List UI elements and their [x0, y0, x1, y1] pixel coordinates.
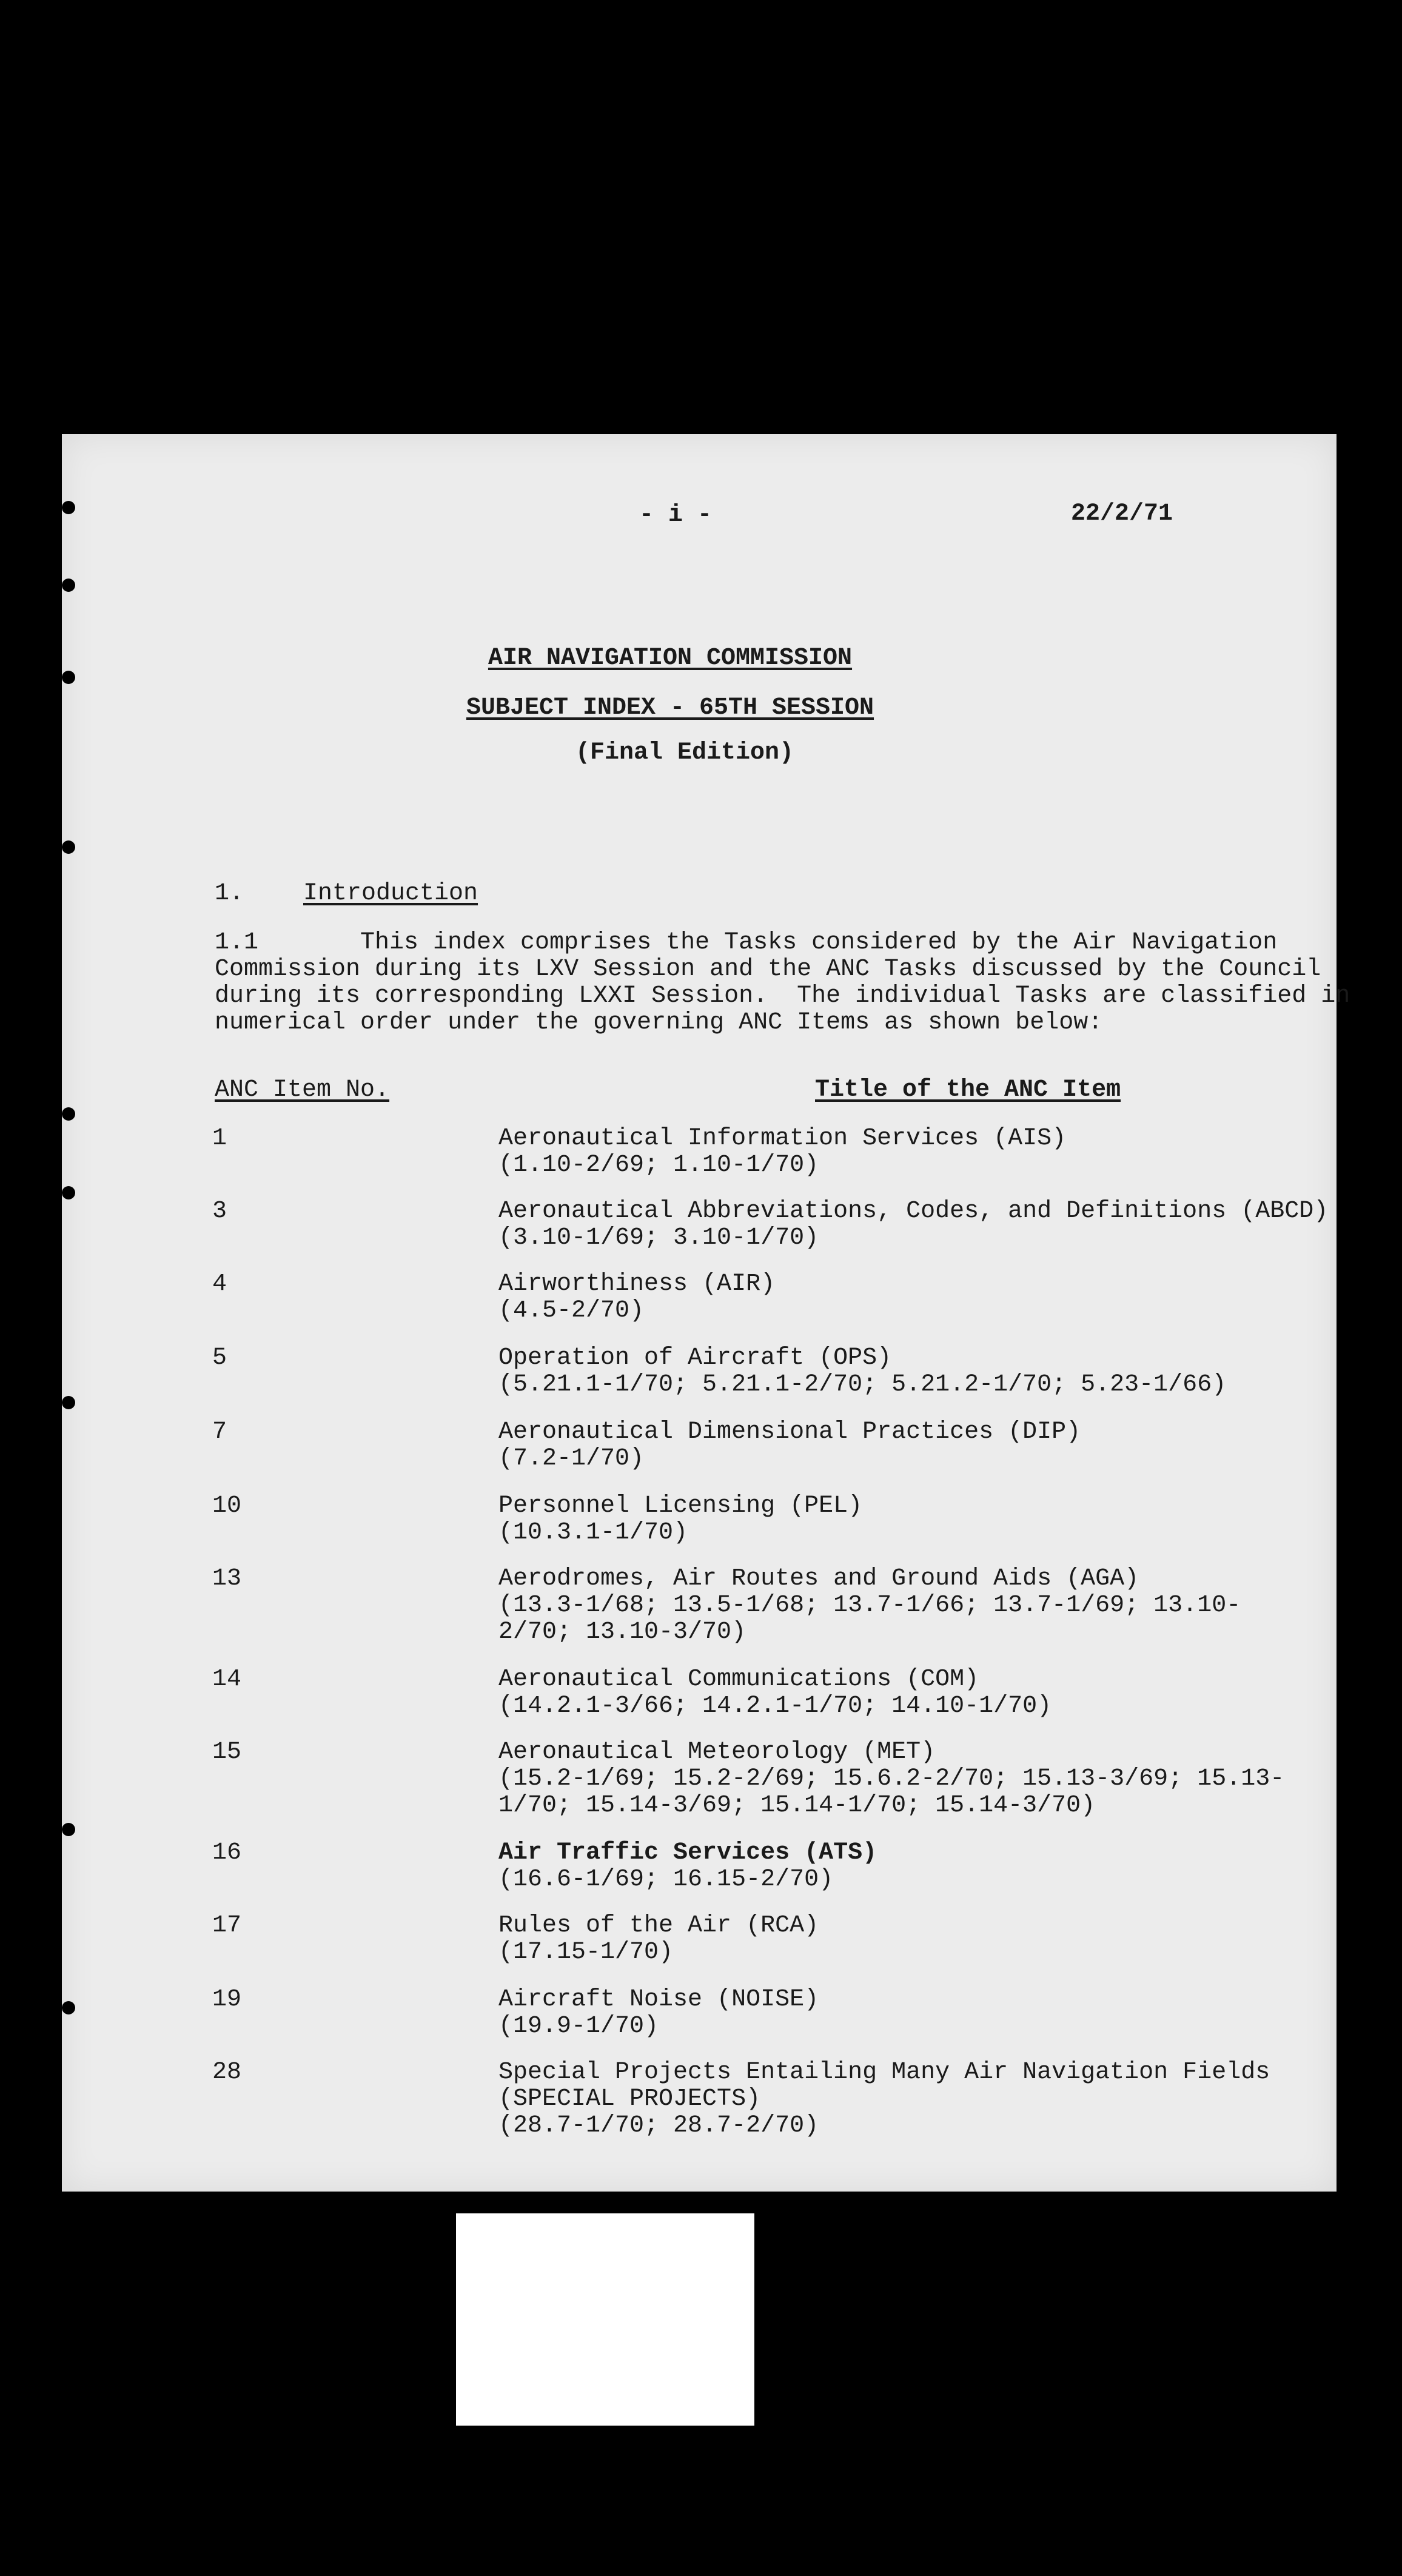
item-title: Aircraft Noise (NOISE) [498, 1986, 819, 2013]
item-refs: (15.2-1/69; 15.2-2/69; 15.6.2-2/70; 15.13-3/69; 15.13-1/70; 15.14-3/69; 15.14-1/70; 15.14-3/70) [498, 1765, 1285, 1819]
punch-hole [62, 671, 75, 684]
punch-hole [62, 579, 75, 592]
item-number: 5 [212, 1344, 227, 1372]
edition-label: (Final Edition) [575, 739, 794, 766]
item-refs: (17.15-1/70) [498, 1939, 674, 1966]
item-title: Aeronautical Meteorology (MET) [498, 1739, 936, 1766]
item-number: 4 [212, 1270, 227, 1298]
page-date: 22/2/71 [1071, 500, 1173, 528]
item-refs: (7.2-1/70) [498, 1445, 645, 1472]
table-row [62, 1565, 1337, 1646]
punch-hole [62, 840, 75, 854]
punch-hole [62, 1107, 75, 1121]
table-row [62, 2059, 1337, 2139]
column-header-item-no: ANC Item No. [215, 1076, 390, 1104]
document-page [62, 434, 1350, 2192]
item-refs: (4.5-2/70) [498, 1297, 645, 1324]
table-row [62, 1419, 1337, 1492]
item-refs: (5.21.1-1/70; 5.21.1-2/70; 5.21.2-1/70; 5.23-1/66) [498, 1371, 1227, 1398]
item-title: Aeronautical Abbreviations, Codes, and Definitions (ABCD) [498, 1198, 1329, 1225]
item-refs: (14.2.1-3/66; 14.2.1-1/70; 14.10-1/70) [498, 1692, 1052, 1720]
item-title: Aeronautical Dimensional Practices (DIP) [498, 1418, 1081, 1446]
table-row [62, 1345, 1337, 1418]
section-number: 1. [215, 880, 244, 907]
item-number: 17 [212, 1912, 242, 1939]
item-title: Airworthiness (AIR) [498, 1270, 776, 1298]
item-refs: (13.3-1/68; 13.5-1/68; 13.7-1/66; 13.7-1/69; 13.10-2/70; 13.10-3/70) [498, 1592, 1241, 1646]
table-row [62, 1913, 1337, 1985]
table-row [62, 1987, 1337, 2059]
item-refs: (16.6-1/69; 16.15-2/70) [498, 1866, 834, 1893]
item-title: Aerodromes, Air Routes and Ground Aids (AGA) [498, 1565, 1139, 1592]
item-number: 28 [212, 2059, 242, 2086]
item-number: 15 [212, 1739, 242, 1766]
item-refs: (28.7-1/70; 28.7-2/70) [498, 2112, 819, 2139]
table-row [62, 1739, 1337, 1819]
item-title: Aeronautical Communications (COM) [498, 1666, 979, 1693]
item-number: 13 [212, 1565, 242, 1592]
section-heading: Introduction [303, 880, 478, 907]
page-number: - i - [639, 501, 713, 529]
item-title: Special Projects Entailing Many Air Navigation Fields (SPECIAL PROJECTS) [498, 2059, 1270, 2113]
item-title: Operation of Aircraft (OPS) [498, 1344, 892, 1372]
table-row [62, 1493, 1337, 1566]
item-title: Aeronautical Information Services (AIS) [498, 1125, 1067, 1152]
punch-hole [62, 501, 75, 514]
paragraph-number: 1.1 [215, 929, 259, 956]
document-title: AIR NAVIGATION COMMISSION [488, 645, 853, 672]
punch-hole [62, 1823, 75, 1836]
table-row [62, 1271, 1337, 1344]
item-number: 16 [212, 1839, 242, 1867]
intro-paragraph [215, 929, 1350, 1036]
item-refs: (3.10-1/69; 3.10-1/70) [498, 1224, 819, 1252]
item-title: Personnel Licensing (PEL) [498, 1492, 863, 1520]
item-number: 7 [212, 1418, 227, 1446]
table-row [62, 1840, 1337, 1913]
table-row [62, 1125, 1337, 1198]
item-refs: (1.10-2/69; 1.10-1/70) [498, 1152, 819, 1179]
blank-card [456, 2213, 754, 2426]
table-row [62, 1198, 1337, 1271]
item-number: 14 [212, 1666, 242, 1693]
item-title: Air Traffic Services (ATS) [498, 1839, 877, 1867]
item-number: 3 [212, 1198, 227, 1225]
item-number: 1 [212, 1125, 227, 1152]
item-refs: (19.9-1/70) [498, 2013, 659, 2040]
item-title: Rules of the Air (RCA) [498, 1912, 819, 1939]
document-subtitle: SUBJECT INDEX - 65TH SESSION [466, 694, 874, 722]
intro-paragraph-text: This index comprises the Tasks considered by the Air Navigation Commission during its LXV Session and the ANC Tasks discussed by the Council during its corresponding LXXI Session. The individual Tasks are classified in numerical order under the governing ANC Items as shown below: [215, 929, 1350, 1036]
item-number: 19 [212, 1986, 242, 2013]
table-row [62, 1666, 1337, 1739]
item-refs: (10.3.1-1/70) [498, 1519, 688, 1546]
column-header-title: Title of the ANC Item [815, 1076, 1121, 1104]
item-number: 10 [212, 1492, 242, 1520]
